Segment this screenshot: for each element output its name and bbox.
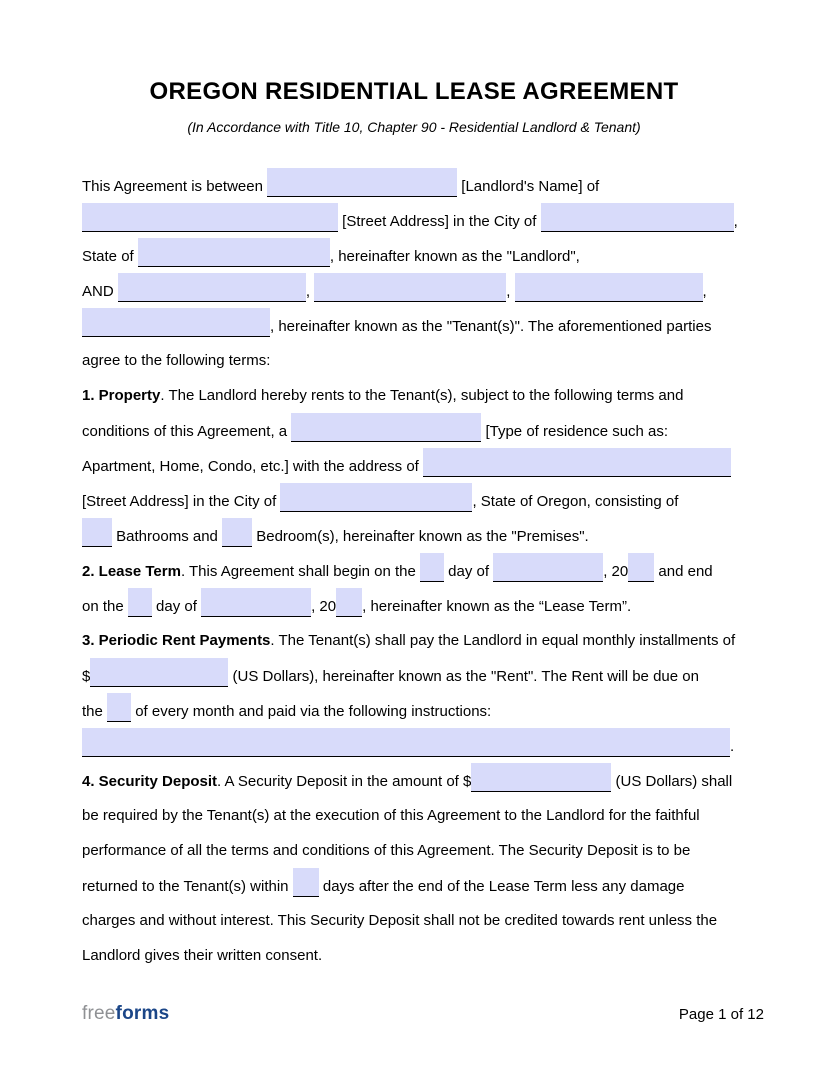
text-run: [Type of residence such as: [481,423,669,440]
text-run: State of [82,248,138,265]
form-field-blank[interactable] [267,168,457,197]
freeforms-logo [82,1003,169,1025]
document-line [82,623,746,658]
text-run: performance of all the terms and conditions of this Agreement. The Security Deposit is to be [82,842,691,859]
text-run: charges and without interest. This Security Deposit shall not be credited towards rent unless the [82,912,718,929]
form-field-blank[interactable] [128,588,152,617]
form-field-blank[interactable] [280,483,472,512]
logo-text-free: free [82,1003,116,1024]
form-field-blank[interactable] [118,273,306,302]
form-field-blank[interactable] [293,868,319,897]
text-run: , hereinafter known as the "Landlord", [329,248,580,265]
form-field-blank[interactable] [493,553,603,582]
text-run: $ [82,668,91,685]
text-run: , 20 [603,563,629,580]
text-run: . The Tenant(s) shall pay the Landlord in equal monthly installments of [270,632,736,649]
text-run: Bedroom(s), hereinafter known as the "Premises". [252,528,589,545]
document-line [82,238,746,273]
form-field-blank[interactable] [107,693,131,722]
document-line [82,553,746,588]
text-run: returned to the Tenant(s) within [82,878,293,895]
text-run: [Street Address] in the City of [338,213,541,230]
document-line [82,588,746,623]
text-run: on the [82,598,128,615]
text-run: , hereinafter known as the "Tenant(s)". The aforementioned parties [270,318,712,335]
text-run: [Landlord's Name] of [457,178,600,195]
document-line [82,413,746,448]
document-line [82,728,746,763]
text-run: , [506,283,515,300]
text-run: day of [444,563,494,580]
text-run: days after the end of the Lease Term less any damage [318,878,685,895]
text-run: , [733,213,738,230]
form-field-blank[interactable] [82,518,112,547]
document-line [82,658,746,693]
text-run: (US Dollars), hereinafter known as the "Rent". The Rent will be due on [228,668,699,685]
form-field-blank[interactable] [420,553,444,582]
form-field-blank[interactable] [628,553,654,582]
text-run: . [730,738,735,755]
form-field-blank[interactable] [423,448,731,477]
text-run: and end [654,563,713,580]
text-run: , 20 [311,598,337,615]
document-footer [82,998,764,1030]
form-field-blank[interactable] [336,588,362,617]
text-run: , [305,283,315,300]
text-run: Landlord gives their written consent. [82,947,323,964]
text-run: , hereinafter known as the “Lease Term”. [362,598,632,615]
page-number: Page 1 of 12 [678,1005,764,1023]
text-run: AND [82,283,118,300]
text-run: of every month and paid via the following instructions: [131,703,492,720]
document-line [82,518,746,553]
document-line [82,168,746,203]
text-run: Apartment, Home, Condo, etc.] with the address of [82,458,424,475]
logo-text-forms: forms [115,1003,170,1024]
document-line [82,763,746,798]
form-field-blank[interactable] [201,588,311,617]
form-field-blank[interactable] [90,658,228,687]
form-field-blank[interactable] [222,518,252,547]
document-line [82,203,746,238]
form-field-blank[interactable] [82,203,338,232]
text-run: 4. Security Deposit [82,773,218,790]
document-subtitle: (In Accordance with Title 10, Chapter 90 - Residential Landlord & Tenant) [187,119,641,135]
text-run: This Agreement is between [82,178,268,195]
text-run: 2. Lease Term [82,563,181,580]
document-line [82,868,746,903]
document-line [82,903,746,938]
text-run: 3. Periodic Rent Payments [82,632,271,649]
text-run: conditions of this Agreement, a [82,423,292,440]
text-run: , State of Oregon, consisting of [472,493,679,510]
form-field-blank[interactable] [541,203,734,232]
document-line [82,833,746,868]
text-run: . A Security Deposit in the amount of $ [217,773,472,790]
document-line [82,448,746,483]
document-line [82,938,746,973]
text-run: (US Dollars) shall [611,773,733,790]
form-field-blank[interactable] [291,413,481,442]
form-field-blank[interactable] [82,308,270,337]
text-run: Bathrooms and [112,528,223,545]
text-run: 1. Property [82,387,161,404]
document-line [82,378,746,413]
document-body [82,168,746,973]
document-line [82,693,746,728]
document-line [82,308,746,343]
form-field-blank[interactable] [314,273,506,302]
text-run: , [702,283,707,300]
form-field-blank[interactable] [471,763,611,792]
document-line [82,343,746,378]
text-run: day of [151,598,202,615]
text-run: agree to the following terms: [82,352,271,369]
form-field-blank[interactable] [515,273,703,302]
document-title: OREGON RESIDENTIAL LEASE AGREEMENT [149,78,679,105]
text-run: . This Agreement shall begin on the [180,563,420,580]
text-run: [Street Address] in the City of [82,493,281,510]
text-run: . The Landlord hereby rents to the Tenant(s), subject to the following terms and [160,387,684,404]
document-line [82,483,746,518]
document-line [82,798,746,833]
text-run: the [82,703,108,720]
text-run: be required by the Tenant(s) at the execution of this Agreement to the Landlord for the faithful [82,807,700,824]
form-field-blank[interactable] [82,728,730,757]
document-line [82,273,746,308]
form-field-blank[interactable] [138,238,330,267]
